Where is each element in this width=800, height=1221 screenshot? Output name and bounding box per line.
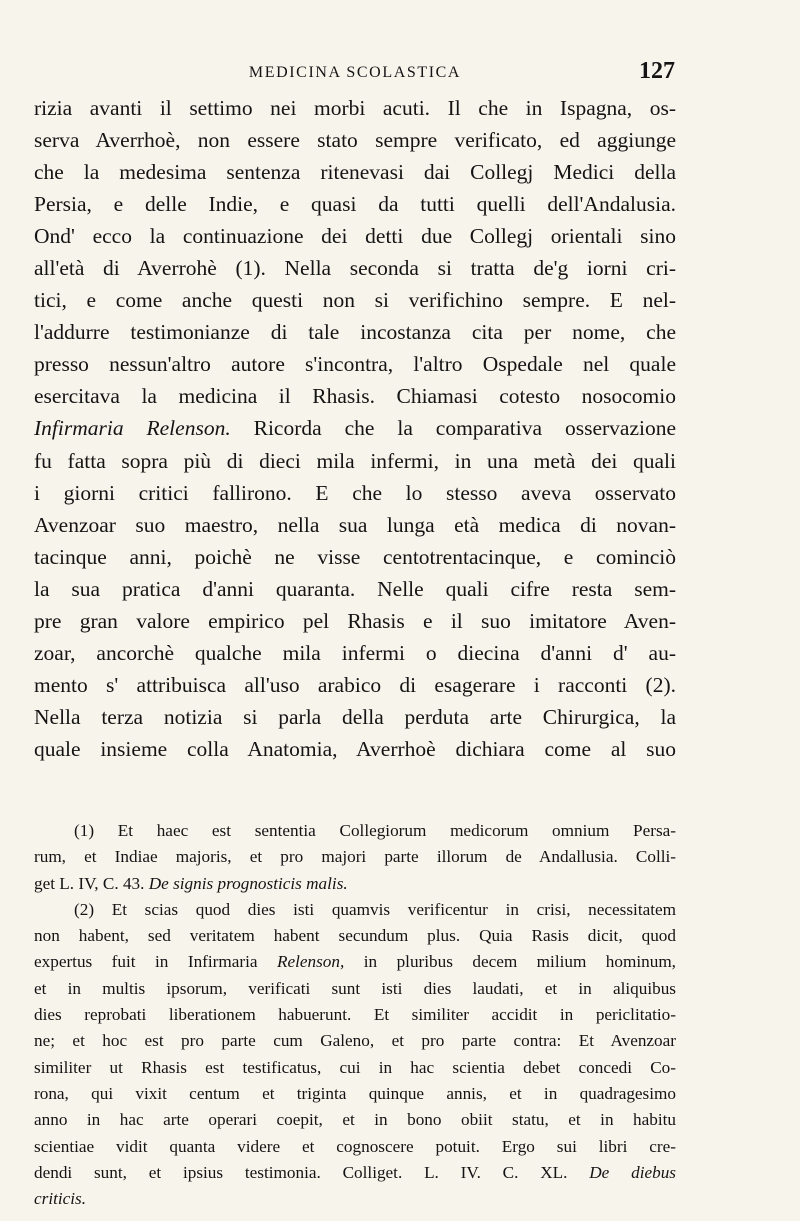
italic-text: De signis prognosticis malis. bbox=[148, 873, 348, 893]
italic-text: Infirmaria Relenson. bbox=[34, 416, 231, 441]
text-line: non habent, sed veritatem habent secundum plus. Quia Rasis dicit, quod bbox=[34, 926, 676, 946]
text-line: rona, qui vixit centum et triginta quinque annis, et in quadragesimo bbox=[34, 1083, 676, 1103]
text-segment: in pluribus decem milium hominum, bbox=[344, 952, 676, 972]
italic-text: De diebus bbox=[589, 1162, 676, 1182]
text-line: zoar, ancorchè qualche mila infermi o diecina d'anni d' au- bbox=[34, 640, 676, 665]
text-line: esercitava la medicina il Rhasis. Chiamasi cotesto nosocomio bbox=[34, 384, 676, 409]
text-line: Nella terza notizia si parla della perduta arte Chirurgica, la bbox=[34, 704, 676, 729]
text-line: la sua pratica d'anni quaranta. Nelle quali cifre resta sem- bbox=[34, 576, 676, 601]
text-line: tacinque anni, poichè ne visse centotrentacinque, e cominciò bbox=[34, 544, 676, 569]
text-line: similiter ut Rhasis est testificatus, cui in hac scientia debet concedi Co- bbox=[34, 1057, 676, 1077]
text-segment: get L. IV, C. 43. bbox=[34, 873, 149, 893]
text-line: et in multis ipsorum, verificati sunt isti dies laudati, et in aliquibus bbox=[34, 978, 676, 998]
italic-text: Relenson, bbox=[276, 952, 345, 972]
text-line bbox=[34, 1160, 676, 1186]
running-head: MEDICINA SCOLASTICA bbox=[248, 64, 462, 81]
text-line: presso nessun'altro autore s'incontra, l'altro Ospedale nel quale bbox=[34, 352, 676, 377]
text-line bbox=[34, 1186, 676, 1212]
text-line: Persia, e delle Indie, e quasi da tutti quelli dell'Andalusia. bbox=[34, 192, 676, 217]
text-line: Ond' ecco la continuazione dei detti due Collegj orientali sino bbox=[34, 224, 676, 249]
page-header bbox=[35, 58, 675, 88]
italic-text: criticis. bbox=[34, 1189, 87, 1209]
text-line: scientiae vidit quanta videre et cognoscere potuit. Ergo sui libri cre- bbox=[34, 1136, 676, 1156]
text-line bbox=[34, 871, 676, 897]
footnotes bbox=[34, 818, 676, 1212]
text-segment: expertus fuit in Infirmaria bbox=[34, 952, 277, 972]
text-line: fu fatta sopra più di dieci mila infermi, in una metà dei quali bbox=[34, 448, 676, 473]
text-line: rum, et Indiae majoris, et pro majori parte illorum de Andallusia. Colli- bbox=[34, 847, 676, 867]
text-line: all'età di Averrohè (1). Nella seconda si tratta de'g iorni cri- bbox=[34, 256, 676, 281]
text-line: rizia avanti il settimo nei morbi acuti. Il che in Ispagna, os- bbox=[34, 96, 676, 120]
text-line: serva Averrhoè, non essere stato sempre verificato, ed aggiunge bbox=[34, 128, 676, 153]
text-line: quale insieme colla Anatomia, Averrhoè dichiara come al suo bbox=[34, 736, 676, 761]
text-line: tici, e come anche questi non si verifichino sempre. E nel- bbox=[34, 288, 676, 313]
text-segment: dendi sunt, et ipsius testimonia. Colliget. L. IV. C. XL. bbox=[34, 1162, 590, 1182]
text-line: che la medesima sentenza ritenevasi dai Collegj Medici della bbox=[34, 160, 676, 185]
text-line: l'addurre testimonianze di tale incostanza cita per nome, che bbox=[34, 320, 676, 345]
text-line bbox=[34, 412, 676, 444]
text-line: (1) Et haec est sententia Collegiorum medicorum omnium Persa- bbox=[74, 821, 676, 840]
text-line: pre gran valore empirico pel Rhasis e il suo imitatore Aven- bbox=[34, 608, 676, 633]
page-number: 127 bbox=[639, 58, 675, 84]
text-line: mento s' attribuisca all'uso arabico di esagerare i racconti (2). bbox=[34, 672, 676, 697]
text-line: (2) Et scias quod dies isti quamvis verificentur in crisi, necessitatem bbox=[74, 899, 676, 919]
text-line: i giorni critici fallirono. E che lo stesso aveva osservato bbox=[34, 480, 676, 505]
text-line: dies reprobati liberationem habuerunt. Et similiter accidit in periclitatio- bbox=[34, 1005, 676, 1025]
text-line: anno in hac arte operari coepit, et in bono obiit statu, et in habitu bbox=[34, 1110, 676, 1130]
main-text bbox=[34, 92, 676, 765]
text-line bbox=[34, 949, 676, 975]
text-line: ne; et hoc est pro parte cum Galeno, et pro parte contra: Et Avenzoar bbox=[34, 1031, 676, 1051]
text-line: Avenzoar suo maestro, nella sua lunga età medica di novan- bbox=[34, 512, 676, 537]
text-segment: Ricorda che la comparativa osservazione bbox=[230, 416, 676, 441]
